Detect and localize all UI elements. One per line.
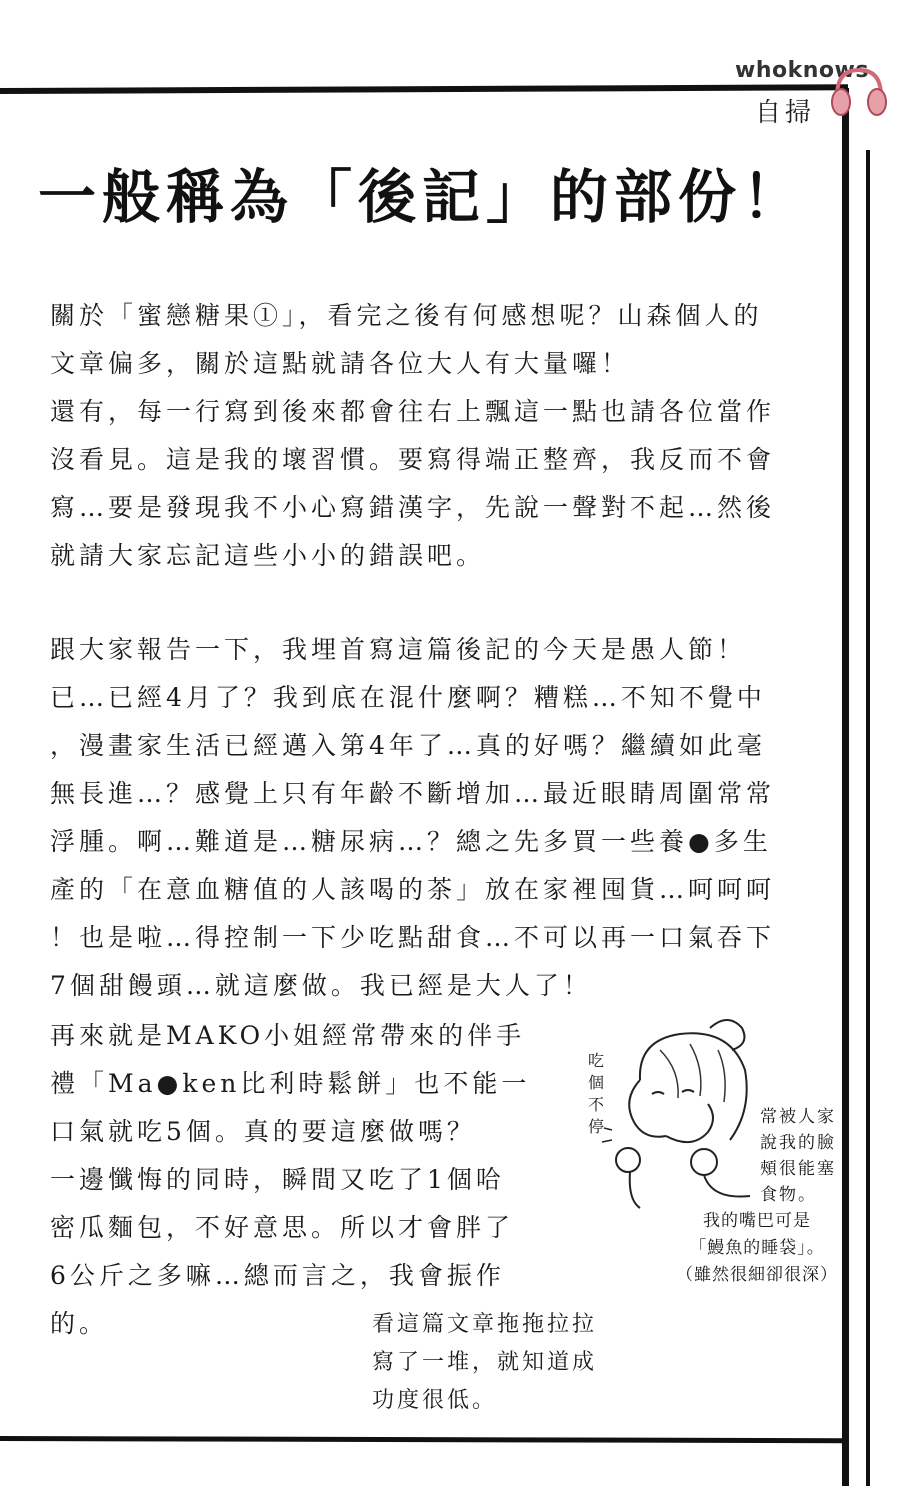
paragraph-3 [50, 1012, 530, 1348]
text-line: ，漫畫家生活已經邁入第4年了…真的好嗎？繼續如此毫 [50, 731, 766, 760]
note-line: 看這篇文章拖拖拉拉 [372, 1312, 598, 1337]
text-line: 文章偏多，關於這點就請各位大人有大量囉！ [50, 349, 631, 378]
text-line: 已…已經4月了？我到底在混什麼啊？糟糕…不知不覺中 [50, 683, 766, 712]
text-line: 沒看見。這是我的壞習慣。要寫得端正整齊，我反而不會 [50, 445, 776, 474]
note-line: 說我的臉 [760, 1133, 836, 1153]
frame-top-border [0, 84, 848, 94]
watermark [735, 58, 895, 138]
text-line: 再來就是MAKO小姐經常帶來的伴手 [50, 1021, 526, 1050]
paragraph-1 [50, 292, 775, 580]
text-line: ！也是啦…得控制一下少吃點甜食…不可以再一口氣吞下 [50, 923, 776, 952]
watermark-zh: 自掃 [755, 98, 816, 128]
note-line: 「鰻魚的睡袋」。 [689, 1238, 825, 1258]
text-line: 禮「Ma●ken比利時鬆餅」也不能一 [50, 1069, 531, 1098]
text-line: 產的「在意血糖值的人該喝的茶」放在家裡囤貨…呵呵呵 [50, 875, 776, 904]
text-line: 密瓜麵包，不好意思。所以才會胖了 [50, 1213, 515, 1242]
note-mouth [676, 1208, 838, 1289]
note-eating-nonstop: 吃個不停 [587, 1051, 604, 1136]
text-line: 浮腫。啊…難道是…糖尿病…？總之先多買一些養●多生 [50, 827, 772, 856]
note-bottom [372, 1306, 597, 1420]
text-line: 一邊懺悔的同時，瞬間又吃了1個哈 [50, 1165, 505, 1194]
chubby-cheek-character-illustration [600, 1010, 770, 1210]
frame-bottom-border [0, 1436, 846, 1443]
text-line: 7個甜饅頭…就這麼做。我已經是大人了！ [50, 971, 592, 1000]
text-line: 關於「蜜戀糖果①」，看完之後有何感想呢？山森個人的 [50, 301, 763, 330]
note-line: 食物。 [760, 1185, 817, 1205]
text-line: 就請大家忘記這些小小的錯誤吧。 [50, 541, 486, 570]
note-cheeks [760, 1104, 836, 1208]
frame-right-border [842, 88, 849, 1486]
note-line: （雖然很細卻很深） [676, 1265, 838, 1285]
note-line: 寫了一堆，就知道成 [372, 1350, 598, 1375]
text-line: 6公斤之多嘛…總而言之，我會振作 [50, 1261, 505, 1290]
note-line: 我的嘴巴可是 [703, 1211, 811, 1231]
note-line: 頰很能塞 [760, 1159, 836, 1179]
watermark-en: whoknows [735, 58, 869, 83]
frame-right-border-outer [866, 150, 870, 1486]
note-line: 常被人家 [760, 1107, 836, 1127]
text-line: 無長進…？感覺上只有年齡不斷增加…最近眼睛周圍常常 [50, 779, 776, 808]
text-line: 跟大家報告一下，我埋首寫這篇後記的今天是愚人節！ [50, 635, 747, 664]
note-line: 功度很低。 [372, 1388, 498, 1413]
text-line: 寫…要是發現我不小心寫錯漢字，先說一聲對不起…然後 [50, 493, 776, 522]
text-line: 口氣就吃5個。真的要這麼做嗎？ [50, 1117, 476, 1146]
text-line: 的。 [50, 1309, 109, 1338]
page-title: 一般稱為「後記」的部份！ [38, 163, 807, 231]
paragraph-2 [50, 626, 775, 1010]
headphones-icon [827, 62, 887, 122]
text-line: 還有，每一行寫到後來都會往右上飄這一點也請各位當作 [50, 397, 776, 426]
